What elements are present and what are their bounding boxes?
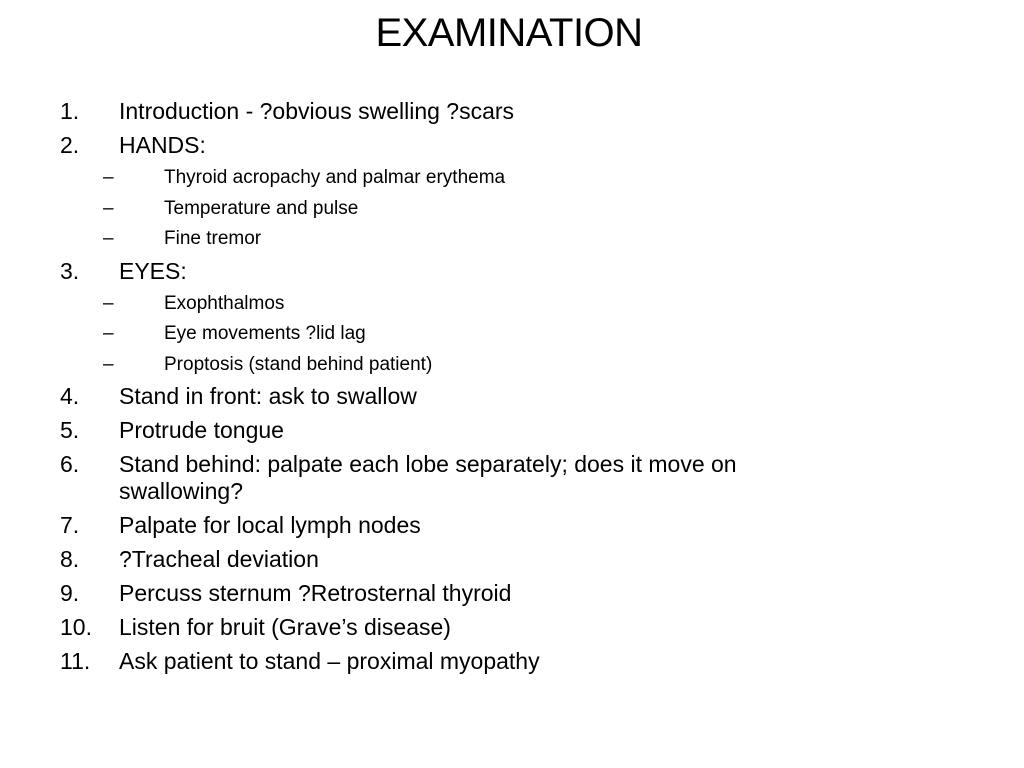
- dash-marker: –: [103, 197, 114, 219]
- item-text: Stand behind: palpate each lobe separately; does it move on swallowing?: [119, 451, 737, 504]
- item-text: Stand in front: ask to swallow: [119, 383, 417, 409]
- item-text: Listen for bruit (Grave’s disease): [119, 614, 451, 640]
- sub-item: [60, 197, 960, 221]
- dash-marker: –: [103, 167, 114, 188]
- list-item: [60, 451, 960, 505]
- item-number: 3.: [60, 257, 80, 284]
- list-item: [60, 614, 960, 641]
- item-number: 1.: [60, 98, 80, 124]
- dash-marker: –: [103, 353, 114, 375]
- sub-item-text: Proptosis (stand behind patient): [164, 353, 433, 375]
- list-item: [60, 132, 960, 159]
- item-number: 8.: [60, 546, 80, 572]
- list-item: [60, 383, 960, 410]
- list-item: [60, 648, 960, 675]
- item-text: Ask patient to stand – proximal myopathy: [119, 648, 540, 674]
- item-text: Percuss sternum ?Retrosternal thyroid: [119, 580, 512, 606]
- item-number: 5.: [60, 417, 80, 443]
- sub-item: [60, 227, 960, 251]
- slide-title: EXAMINATION: [375, 11, 643, 55]
- sub-item: [60, 166, 960, 190]
- item-number: 9.: [60, 580, 80, 606]
- sub-item-text: Exophthalmos: [164, 292, 285, 314]
- item-number: 6.: [60, 451, 80, 477]
- item-number: 10.: [60, 614, 92, 640]
- list-item: [60, 98, 960, 125]
- sub-item-text: Fine tremor: [164, 228, 262, 249]
- examination-list: [60, 98, 960, 682]
- item-text: HANDS:: [119, 132, 206, 158]
- item-number: 11.: [60, 648, 91, 674]
- list-item: [60, 258, 960, 285]
- sub-item: [60, 292, 960, 316]
- item-text: ?Tracheal deviation: [119, 546, 319, 572]
- item-text: Palpate for local lymph nodes: [119, 512, 421, 538]
- sub-item: [60, 322, 960, 346]
- dash-marker: –: [103, 292, 114, 314]
- item-number: 7.: [60, 512, 80, 538]
- dash-marker: –: [103, 228, 114, 249]
- sub-item: [60, 353, 960, 377]
- list-item: [60, 512, 960, 539]
- list-item: [60, 546, 960, 573]
- list-item: [60, 417, 960, 444]
- dash-marker: –: [103, 323, 114, 344]
- list-item: [60, 580, 960, 607]
- item-number: 2.: [60, 132, 80, 158]
- item-text: Introduction - ?obvious swelling ?scars: [119, 98, 515, 124]
- sub-item-text: Thyroid acropachy and palmar erythema: [164, 167, 506, 188]
- item-text: EYES:: [119, 257, 187, 284]
- sub-item-text: Eye movements ?lid lag: [164, 323, 366, 344]
- item-text: Protrude tongue: [119, 417, 284, 443]
- sub-item-text: Temperature and pulse: [164, 197, 359, 219]
- item-number: 4.: [60, 383, 80, 409]
